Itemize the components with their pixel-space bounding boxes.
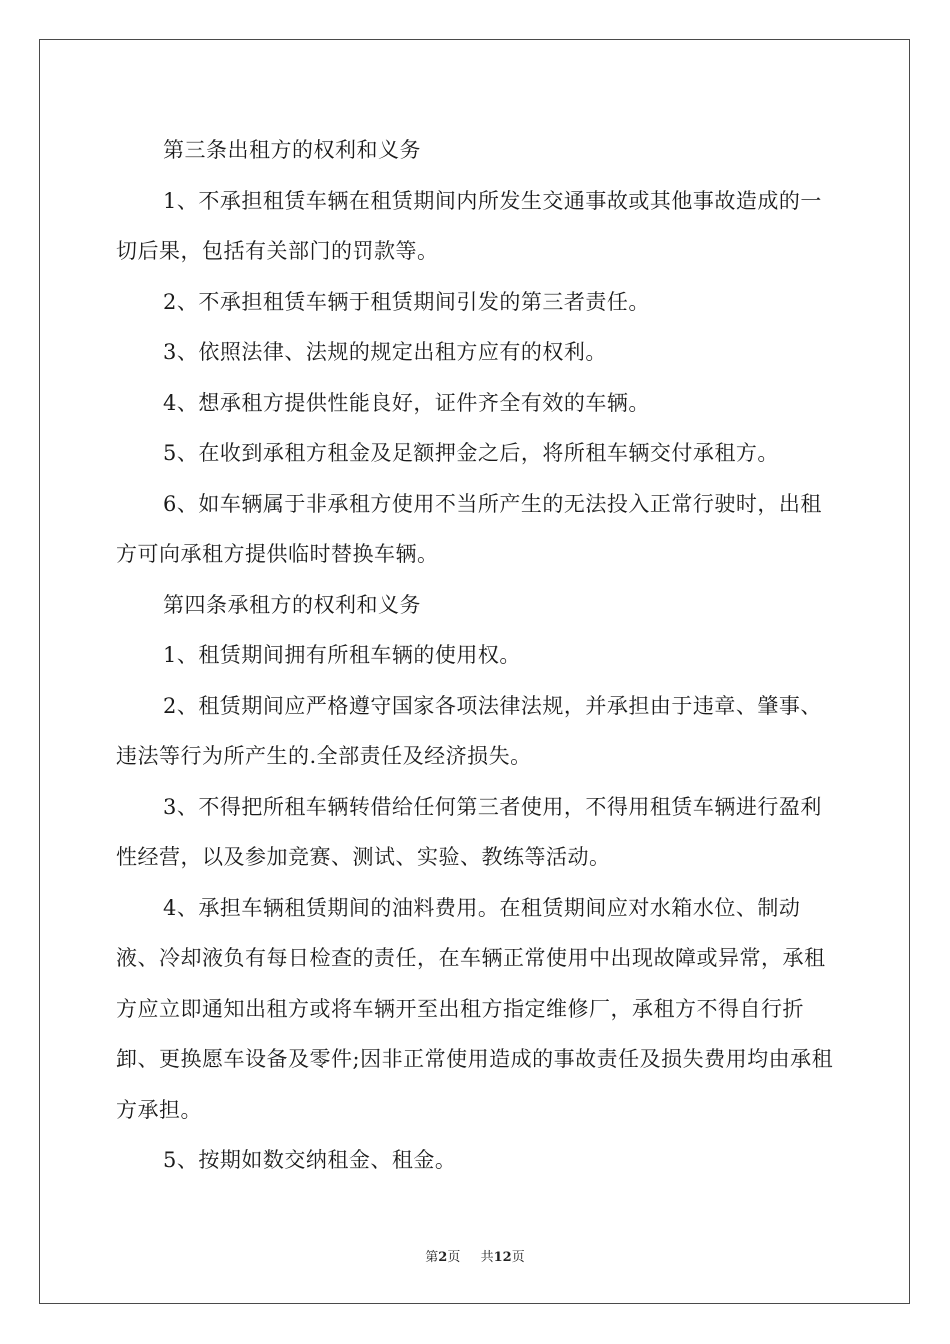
page-indicator [425,1246,460,1265]
page-current: 2 [438,1250,448,1265]
page-footer [0,1246,950,1265]
document-body [116,125,836,1186]
total-prefix: 共 [480,1250,494,1265]
clause-paragraph: 5、按期如数交纳租金、租金。 [163,1148,457,1172]
page-prefix: 第 [425,1250,439,1265]
section-heading: 第三条出租方的权利和义务 [163,138,421,162]
clause-paragraph: 2、租赁期间应严格遵守国家各项法律法规，并承担由于违章、肇事、违法等行为所产生的.全部责任及经济损失。 [116,693,822,768]
clause-paragraph: 1、租赁期间拥有所租车辆的使用权。 [163,643,521,667]
clause-paragraph: 3、依照法律、法规的规定出租方应有的权利。 [163,340,607,364]
page-suffix: 页 [447,1250,461,1265]
total-suffix: 页 [511,1250,525,1265]
section-heading: 第四条承租方的权利和义务 [163,592,421,617]
clause-paragraph: 6、如车辆属于非承租方使用不当所产生的无法投入正常行驶时，出租方可向承租方提供临时替换车辆。 [116,491,822,566]
clause-paragraph: 4、承担车辆租赁期间的油料费用。在租赁期间应对水箱水位、制动液、冷却液负有每日检查的责任，在车辆正常使用中出现故障或异常，承租方应立即通知出租方或将车辆开至出租方指定维修厂，承租方不得自行折卸、更换愿车设备及零件;因非正常使用造成的事故责任及损失费用均由承租方承担。 [116,895,834,1122]
clause-paragraph: 3、不得把所租车辆转借给任何第三者使用，不得用租赁车辆进行盈利性经营，以及参加竞赛、测试、实验、教练等活动。 [116,794,822,869]
clause-paragraph: 5、在收到承租方租金及足额押金之后，将所租车辆交付承租方。 [163,441,779,465]
page-total: 12 [493,1250,512,1265]
clause-paragraph: 4、想承租方提供性能良好，证件齐全有效的车辆。 [163,390,650,415]
page-total-indicator [481,1246,525,1265]
clause-paragraph: 1、不承担租赁车辆在租赁期间内所发生交通事故或其他事故造成的一切后果，包括有关部门的罚款等。 [116,188,822,263]
clause-paragraph: 2、不承担租赁车辆于租赁期间引发的第三者责任。 [163,289,650,314]
